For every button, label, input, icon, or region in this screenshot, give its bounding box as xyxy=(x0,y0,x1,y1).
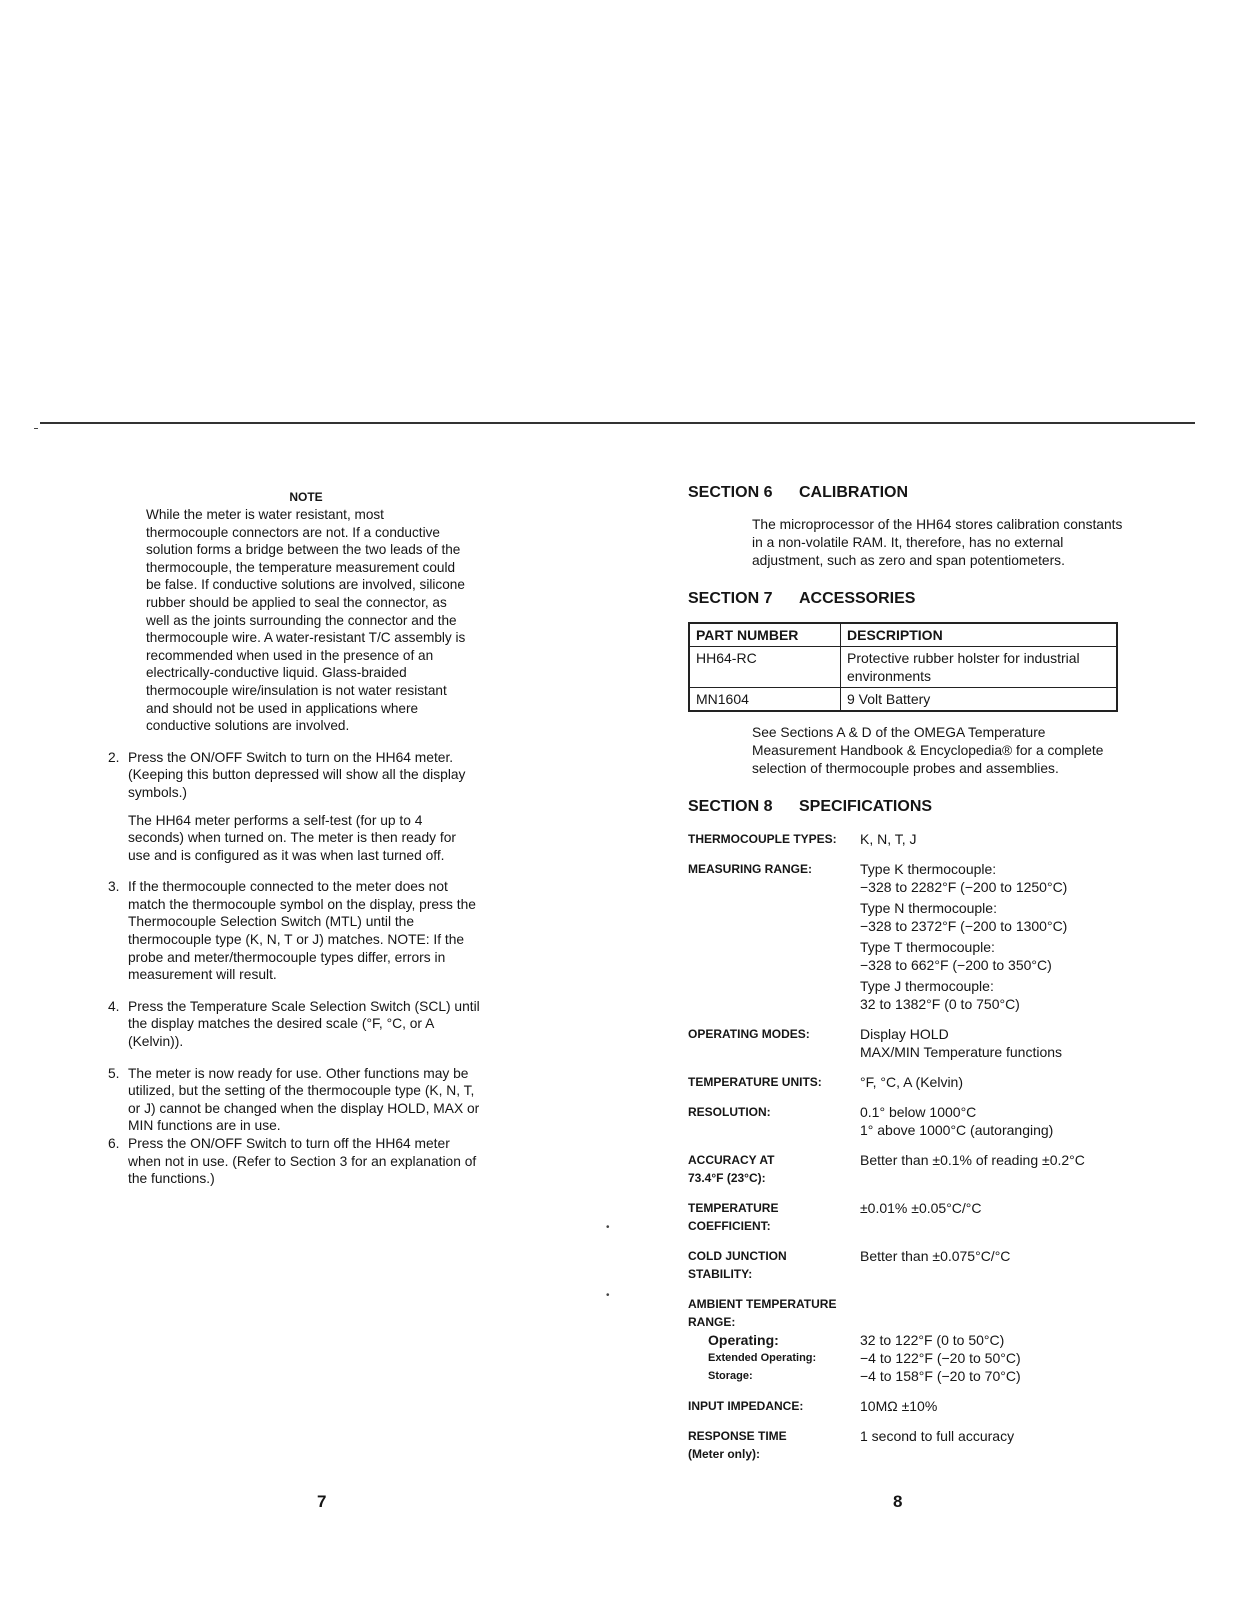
calibration-text: The microprocessor of the HH64 stores calibration constants in a non-volatile RAM. It, therefore, has no external adjustment, such as zero and span potentiometers. xyxy=(752,517,1123,568)
spec-label: THERMOCOUPLE TYPES: xyxy=(688,832,837,846)
spec-label: AMBIENT TEMPERATURE xyxy=(688,1297,837,1311)
table-row xyxy=(689,688,1117,712)
spec-label: OPERATING MODES: xyxy=(688,1027,810,1041)
spec-value: Better than ±0.1% of reading ±0.2°C xyxy=(860,1152,1085,1168)
page-number-left: 7 xyxy=(317,1492,327,1511)
page-number-right: 8 xyxy=(893,1492,903,1511)
table-cell: HH64-RC xyxy=(689,647,841,688)
step-number: 5. xyxy=(108,1065,120,1081)
spec-label: INPUT IMPEDANCE: xyxy=(688,1399,804,1413)
table-header-row xyxy=(689,623,1117,647)
step-text: Press the Temperature Scale Selection Switch (SCL) until the display matches the desired scale (°F, °C, or A (Kelvin)). xyxy=(128,998,480,1050)
spec-value: MAX/MIN Temperature functions xyxy=(860,1044,1063,1060)
note-body: While the meter is water resistant, most thermocouple connectors are not. If a conductive solution forms a bridge between the two leads of the thermocouple, the temperature measurement could be false. If conductive solutions are involved, silicone rubber should be applied to seal the connector, as well as the joints surrounding the connector and the thermocouple wire. A water-resistant T/C assembly is recommended when used in the presence of an electrically-conductive liquid. Glass-braided thermocouple wire/insulation is not water resistant and should not be used in applications where conductive solutions are involved. xyxy=(146,507,466,734)
spec-label: RANGE: xyxy=(688,1315,736,1329)
range-value: −328 to 662°F (−200 to 350°C) xyxy=(860,957,1052,973)
range-value: −328 to 2282°F (−200 to 1250°C) xyxy=(860,879,1068,895)
section-title: CALIBRATION xyxy=(799,484,909,501)
spec-label: RESPONSE TIME xyxy=(688,1429,787,1443)
step-text: Press the ON/OFF Switch to turn on the HH64 meter. (Keeping this button depressed will show all the display symbols.) xyxy=(128,749,466,800)
spec-temperature-coefficient xyxy=(688,1199,1128,1235)
spec-value: Display HOLD xyxy=(860,1026,949,1042)
section-6-heading xyxy=(688,484,1128,502)
section-7-heading xyxy=(688,590,1128,608)
spec-value: 0.1° below 1000°C xyxy=(860,1104,977,1120)
scan-speck: • xyxy=(606,1290,610,1301)
table-cell: Protective rubber holster for industrial environments xyxy=(841,647,1118,688)
spec-label: TEMPERATURE xyxy=(688,1201,779,1215)
top-divider-rule xyxy=(40,422,1195,424)
spec-label: COEFFICIENT: xyxy=(688,1219,771,1233)
ambient-value: −4 to 158°F (−20 to 70°C) xyxy=(860,1368,1021,1384)
spec-value: °F, °C, A (Kelvin) xyxy=(860,1074,964,1090)
spec-label: COLD JUNCTION xyxy=(688,1249,787,1263)
step-text: Press the ON/OFF Switch to turn off the HH64 meter when not in use. (Refer to Section 3 for an explanation of the functions.) xyxy=(128,1136,477,1187)
spec-ambient-temperature xyxy=(688,1295,1128,1385)
range-type: Type N thermocouple: xyxy=(860,900,997,916)
ambient-label: Operating: xyxy=(708,1332,779,1348)
range-value: −328 to 2372°F (−200 to 1300°C) xyxy=(860,918,1068,934)
step-text: The HH64 meter performs a self-test (for up to 4 seconds) when turned on. The meter is then ready for use and is configured as it was when last turned off. xyxy=(128,812,456,863)
accessories-footer: See Sections A & D of the OMEGA Temperature Measurement Handbook & Encyclopedia® for a complete selection of thermocouple probes and assemblies. xyxy=(752,725,1104,776)
section-title: ACCESSORIES xyxy=(799,590,916,607)
range-type: Type T thermocouple: xyxy=(860,939,995,955)
ambient-label: Storage: xyxy=(708,1370,753,1382)
section-number: SECTION 6 xyxy=(688,484,773,501)
spec-label: 73.4°F (23°C): xyxy=(688,1171,766,1185)
spec-value: 1° above 1000°C (autoranging) xyxy=(860,1122,1054,1138)
spec-label: ACCURACY AT xyxy=(688,1153,775,1167)
spec-operating-modes xyxy=(688,1025,1128,1061)
scan-speck: • xyxy=(606,1222,610,1233)
step-number: 3. xyxy=(108,879,120,895)
step-number: 6. xyxy=(108,1136,120,1151)
left-column xyxy=(108,490,480,1202)
divider-tick xyxy=(34,428,38,429)
spec-value: 1 second to full accuracy xyxy=(860,1428,1015,1444)
range-value: 32 to 1382°F (0 to 750°C) xyxy=(860,996,1020,1012)
section-number: SECTION 8 xyxy=(688,798,773,815)
spec-label: TEMPERATURE UNITS: xyxy=(688,1075,822,1089)
column-header: DESCRIPTION xyxy=(841,623,1118,647)
ambient-value: −4 to 122°F (−20 to 50°C) xyxy=(860,1350,1021,1366)
column-header: PART NUMBER xyxy=(689,623,841,647)
spec-label: MEASURING RANGE: xyxy=(688,862,813,876)
section-title: SPECIFICATIONS xyxy=(799,798,933,815)
ambient-row xyxy=(688,1331,1128,1349)
spec-response-time xyxy=(688,1427,1128,1463)
step-5 xyxy=(108,1065,480,1135)
section-8-heading xyxy=(688,798,1128,816)
table-cell: 9 Volt Battery xyxy=(841,688,1118,712)
spec-label: RESOLUTION: xyxy=(688,1105,771,1119)
spec-measuring-range xyxy=(688,860,1128,1013)
spec-label: (Meter only): xyxy=(688,1447,760,1461)
spec-accuracy xyxy=(688,1151,1128,1187)
step-text: If the thermocouple connected to the meter does not match the thermocouple symbol on the display, press the Thermocouple Selection Switch (MTL) until the thermocouple type (K, N, T or J) matches. NOTE: If the probe and meter/thermocouple types differ, errors in measurement will result. xyxy=(128,879,476,983)
spec-label: STABILITY: xyxy=(688,1267,753,1281)
ambient-row xyxy=(688,1349,1128,1367)
note-title: NOTE xyxy=(289,490,323,504)
note-box xyxy=(146,490,466,735)
step-number: 4. xyxy=(108,998,120,1014)
spec-value: Better than ±0.075°C/°C xyxy=(860,1248,1011,1264)
spec-value: K, N, T, J xyxy=(860,831,917,847)
table-cell: MN1604 xyxy=(689,688,841,712)
spec-temperature-units xyxy=(688,1073,1128,1091)
range-type: Type K thermocouple: xyxy=(860,861,997,877)
spec-resolution xyxy=(688,1103,1128,1139)
step-3 xyxy=(108,878,480,984)
spec-cold-junction xyxy=(688,1247,1128,1283)
step-2 xyxy=(108,749,480,865)
table-row xyxy=(689,647,1117,688)
accessories-table xyxy=(688,622,1118,712)
ambient-row xyxy=(688,1367,1128,1385)
spec-value: 10MΩ ±10% xyxy=(860,1398,938,1414)
step-6 xyxy=(108,1135,480,1188)
ambient-value: 32 to 122°F (0 to 50°C) xyxy=(860,1332,1005,1348)
right-column xyxy=(688,484,1128,1475)
step-number: 2. xyxy=(108,749,120,765)
steps-list xyxy=(108,749,480,1188)
section-number: SECTION 7 xyxy=(688,590,773,607)
step-4 xyxy=(108,998,480,1051)
step-text: The meter is now ready for use. Other functions may be utilized, but the setting of the thermocouple type (K, N, T, or J) cannot be changed when the display HOLD, MAX or MIN functions are in use. xyxy=(128,1065,480,1134)
spec-value: ±0.01% ±0.05°C/°C xyxy=(860,1200,982,1216)
spec-thermocouple-types xyxy=(688,830,1128,848)
ambient-label: Extended Operating: xyxy=(708,1352,817,1364)
spec-input-impedance xyxy=(688,1397,1128,1415)
range-type: Type J thermocouple: xyxy=(860,978,994,994)
